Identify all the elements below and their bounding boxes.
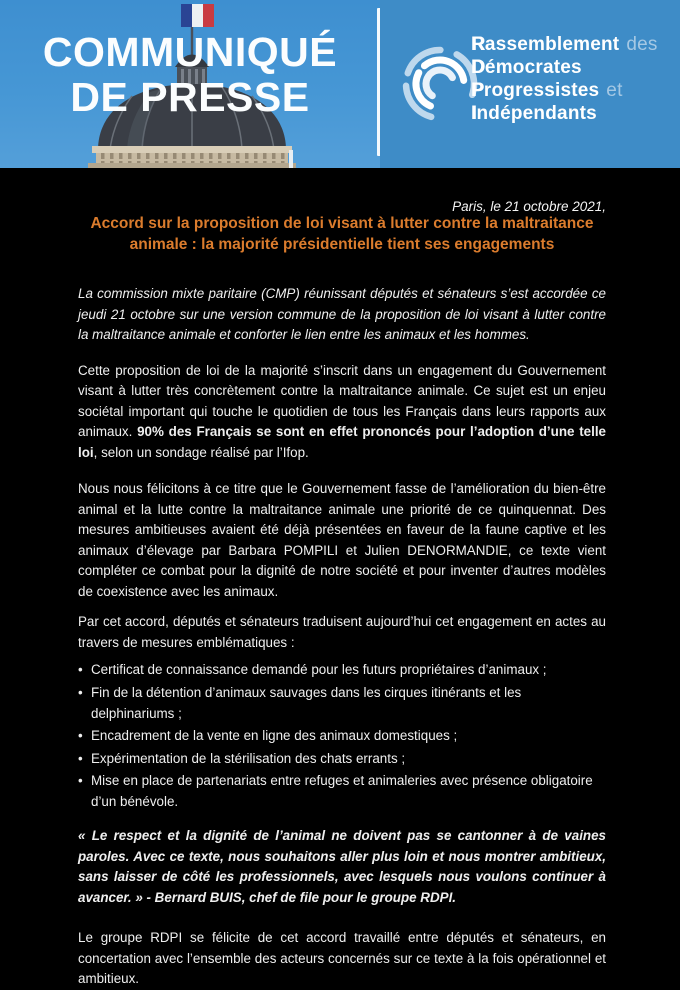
closing-paragraph: Le groupe RDPI se félicite de cet accord travaillé entre députés et sénateurs, en concertation avec l’ensemble des acteurs concernés sur ce texte à la fois opérationnel et ambitieux. (78, 930, 606, 986)
paragraph-2-after: , selon un sondage réalisé par l’Ifop. (93, 444, 309, 460)
bullet-icon: • (78, 750, 83, 766)
list-item-text: Mise en place de partenariats entre refuges et animaleries avec présence obligatoire d’un bénévole. (91, 773, 593, 809)
list-item (78, 682, 606, 724)
paragraph-2-before: Cette proposition de loi de la majorité s’inscrit dans un engagement du Gouvernement visant à lutter très concrètement contre la maltraitance animale. Ce sujet est un enjeu sociétal important qui touche le quotidien de tous les Français dans leurs rapports aux animaux. (78, 362, 606, 439)
logo-line-2: Démocrates (471, 57, 582, 78)
list-item (78, 659, 606, 680)
list-item-text: Fin de la détention d’animaux sauvages dans les cirques itinérants et les delphinariums ; (91, 684, 522, 721)
banner-title-line1: COMMUNIQUÉ (42, 29, 338, 75)
list-item-text: Encadrement de la vente en ligne des animaux domestiques ; (91, 728, 458, 743)
bullet-icon: • (78, 662, 83, 677)
bullet-icon: • (78, 684, 83, 700)
paragraph-4: Par cet accord, députés et sénateurs traduisent aujourd’hui cet engagement en actes au travers de mesures emblématiques : (78, 614, 606, 650)
list-item-text: Expérimentation de la stérilisation des chats errants ; (91, 750, 406, 766)
paragraph-2 (78, 361, 606, 464)
logo-wordmark (471, 33, 658, 125)
list-item-text: Certificat de connaissance demandé pour les futurs propriétaires d’animaux ; (91, 662, 547, 677)
bullet-icon: • (78, 728, 83, 743)
logo-line-4: Indépendants (471, 103, 597, 124)
rdpi-logo-icon (406, 38, 478, 130)
list-item (78, 725, 606, 746)
banner-title-line2: DE PRESSE (70, 74, 310, 120)
logo-panel (380, 0, 680, 168)
list-item (78, 770, 606, 812)
bullet-icon: • (78, 773, 83, 788)
measures-list (78, 659, 606, 812)
french-flag-icon (181, 4, 214, 27)
quote-paragraph: « Le respect et la dignité de l’animal ne doivent pas se cantonner à de vaines paroles. Avec ce texte, nous souhaitons aller plus loin et nous montrer ambitieux, sans laisser de côté les professionnels, avec lesquels nous voulons continuer à avancer. » - Bernard BUIS, chef de file pour le groupe RDPI. (78, 828, 606, 905)
paragraph-3: Nous nous félicitons à ce titre que le Gouvernement fasse de l’amélioration du bien-être animal et la lutte contre la maltraitance animale une priorité de ce quinquennat. Des mesures ambitieuses avaient été déjà présentées en faveur de la faune captive et les animaux d’élevage par Barbara POMPILI et Julien DENORMANDIE, ce texte vient compléter ce combat pour la dignité de notre société et pour inventer d’autres modèles de coexistence avec les animaux. (78, 481, 606, 599)
paragraph-2-bold: 90% des Français se sont en effet prononcés pour l’adoption d’une telle loi (78, 424, 606, 460)
press-release-body (0, 168, 680, 986)
header-photo-panel (0, 0, 380, 168)
page-title: Accord sur la proposition de loi visant à lutter contre la maltraitance animale : la majorité présidentielle tient ses engagements (90, 215, 594, 253)
lead-paragraph: La commission mixte paritaire (CMP) réunissant députés et sénateurs s’est accordée ce jeudi 21 octobre sur une version commune de la proposition de loi visant à lutter contre la maltraitance animale et conforter le lien entre les animaux et les hommes. (78, 286, 606, 342)
list-item (78, 748, 606, 769)
banner-title (0, 30, 380, 120)
header-banner (0, 0, 680, 168)
logo-line-3: Progressistes et (471, 80, 623, 101)
logo-line-1: Rassemblement des (471, 34, 658, 55)
dateline: Paris, le 21 octobre 2021, (452, 199, 606, 214)
